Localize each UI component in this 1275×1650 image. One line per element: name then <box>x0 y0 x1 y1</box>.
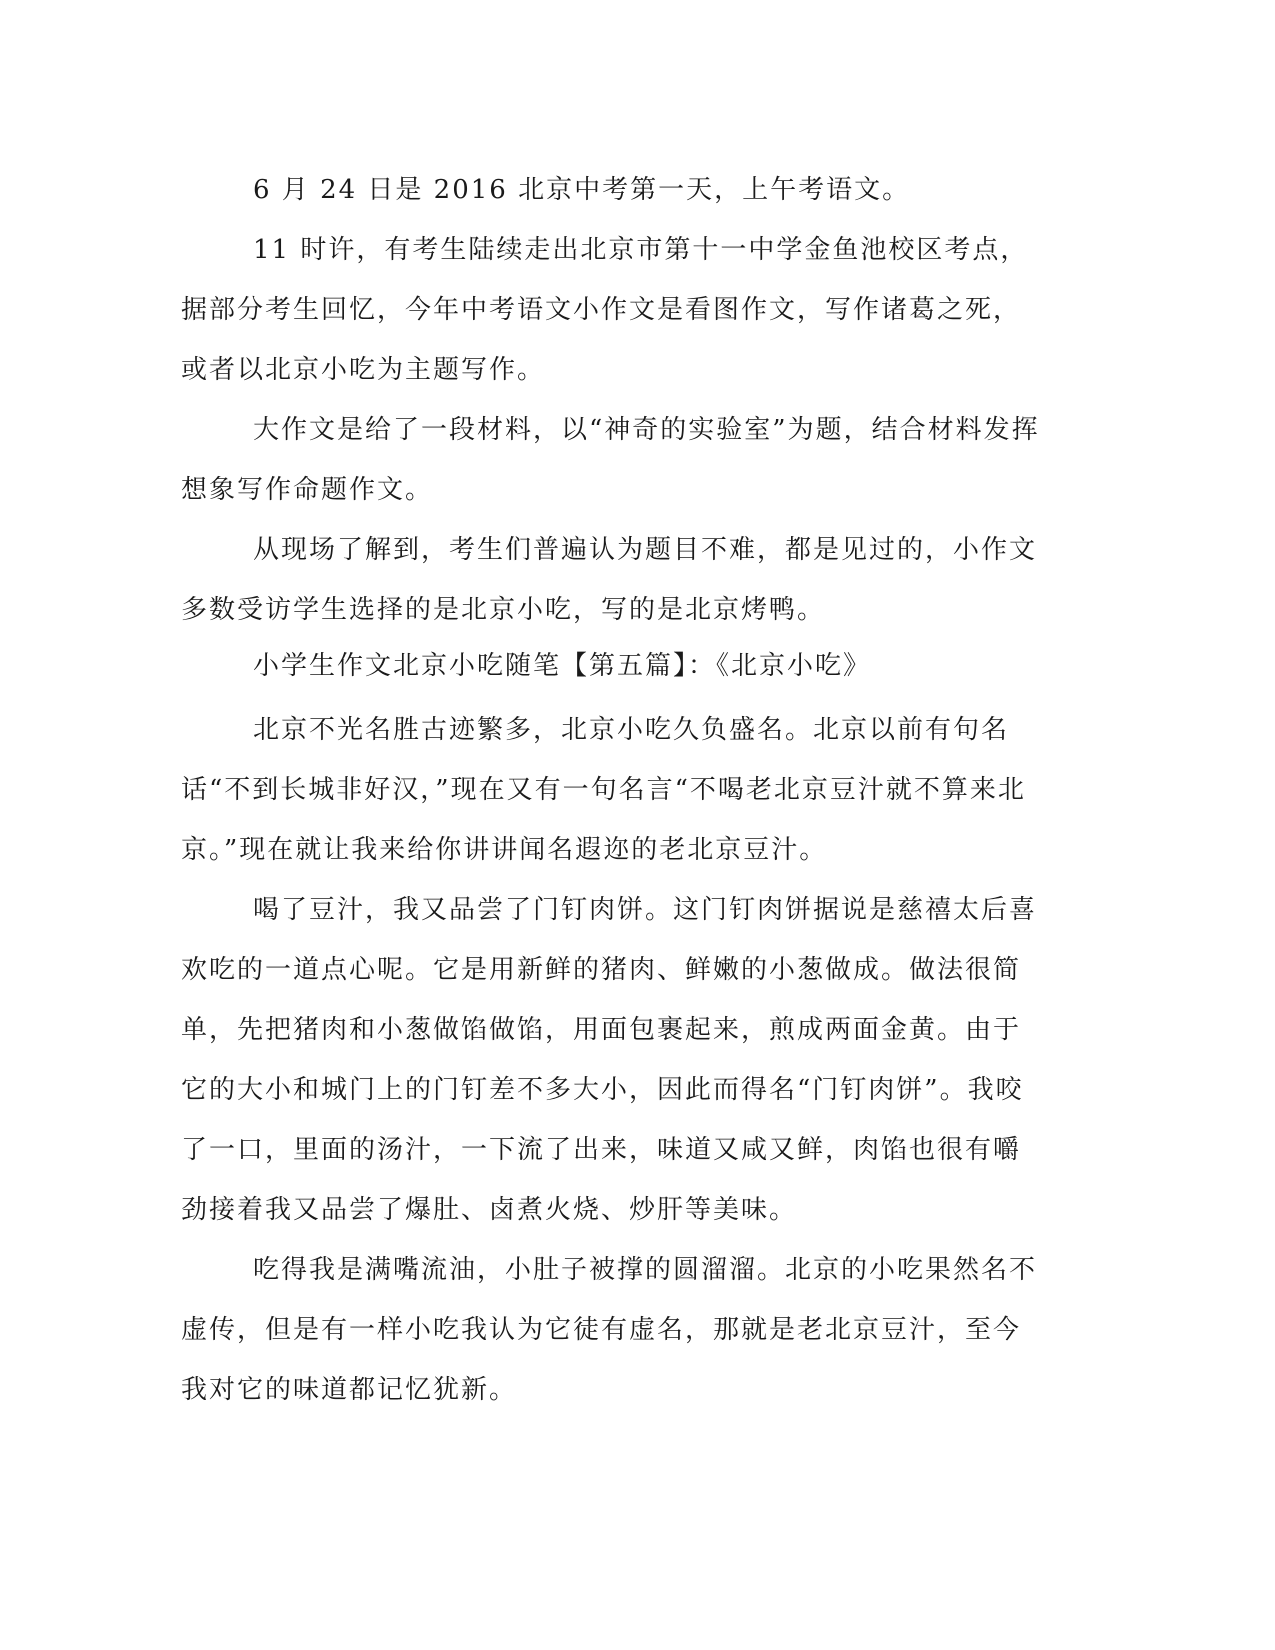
paragraph: 北京不光名胜古迹繁多，北京小吃久负盛名。北京以前有句名话“不到长城非好汉，”现在又有一句名言“不喝老北京豆汁就不算来北京。”现在就让我来给你讲讲闻名遐迩的老北京豆汁。 <box>181 715 1026 865</box>
paragraph: 11 时许，有考生陆续走出北京市第十一中学金鱼池校区考点，据部分考生回忆，今年中考语文小作文是看图作文，写作诸葛之死，或者以北京小吃为主题写作。 <box>181 235 1029 385</box>
paragraph: 6 月 24 日是 2016 北京中考第一天，上午考语文。 <box>253 175 911 205</box>
document-body <box>181 160 1041 1420</box>
paragraph: 大作文是给了一段材料，以“神奇的实验室”为题，结合材料发挥想象写作命题作文。 <box>181 415 1040 505</box>
paragraph: 从现场了解到，考生们普遍认为题目不难，都是见过的，小作文多数受访学生选择的是北京小吃，写的是北京烤鸭。 <box>181 535 1038 625</box>
paragraph: 吃得我是满嘴流油，小肚子被撑的圆溜溜。北京的小吃果然名不虚传，但是有一样小吃我认为它徒有虚名，那就是老北京豆汁，至今我对它的味道都记忆犹新。 <box>181 1255 1038 1405</box>
paragraph: 喝了豆汁，我又品尝了门钉肉饼。这门钉肉饼据说是慈禧太后喜欢吃的一道点心呢。它是用新鲜的猪肉、鲜嫩的小葱做成。做法很简单，先把猪肉和小葱做馅做馅，用面包裹起来，煎成两面金黄。由于它的大小和城门上的门钉差不多大小，因此而得名“门钉肉饼”。我咬了一口，里面的汤汁，一下流了出来，味道又咸又鲜，肉馅也很有嚼劲接着我又品尝了爆肚、卤煮火烧、炒肝等美味。 <box>181 895 1038 1225</box>
section-heading: 小学生作文北京小吃随笔【第五篇】：《北京小吃》 <box>253 651 872 681</box>
